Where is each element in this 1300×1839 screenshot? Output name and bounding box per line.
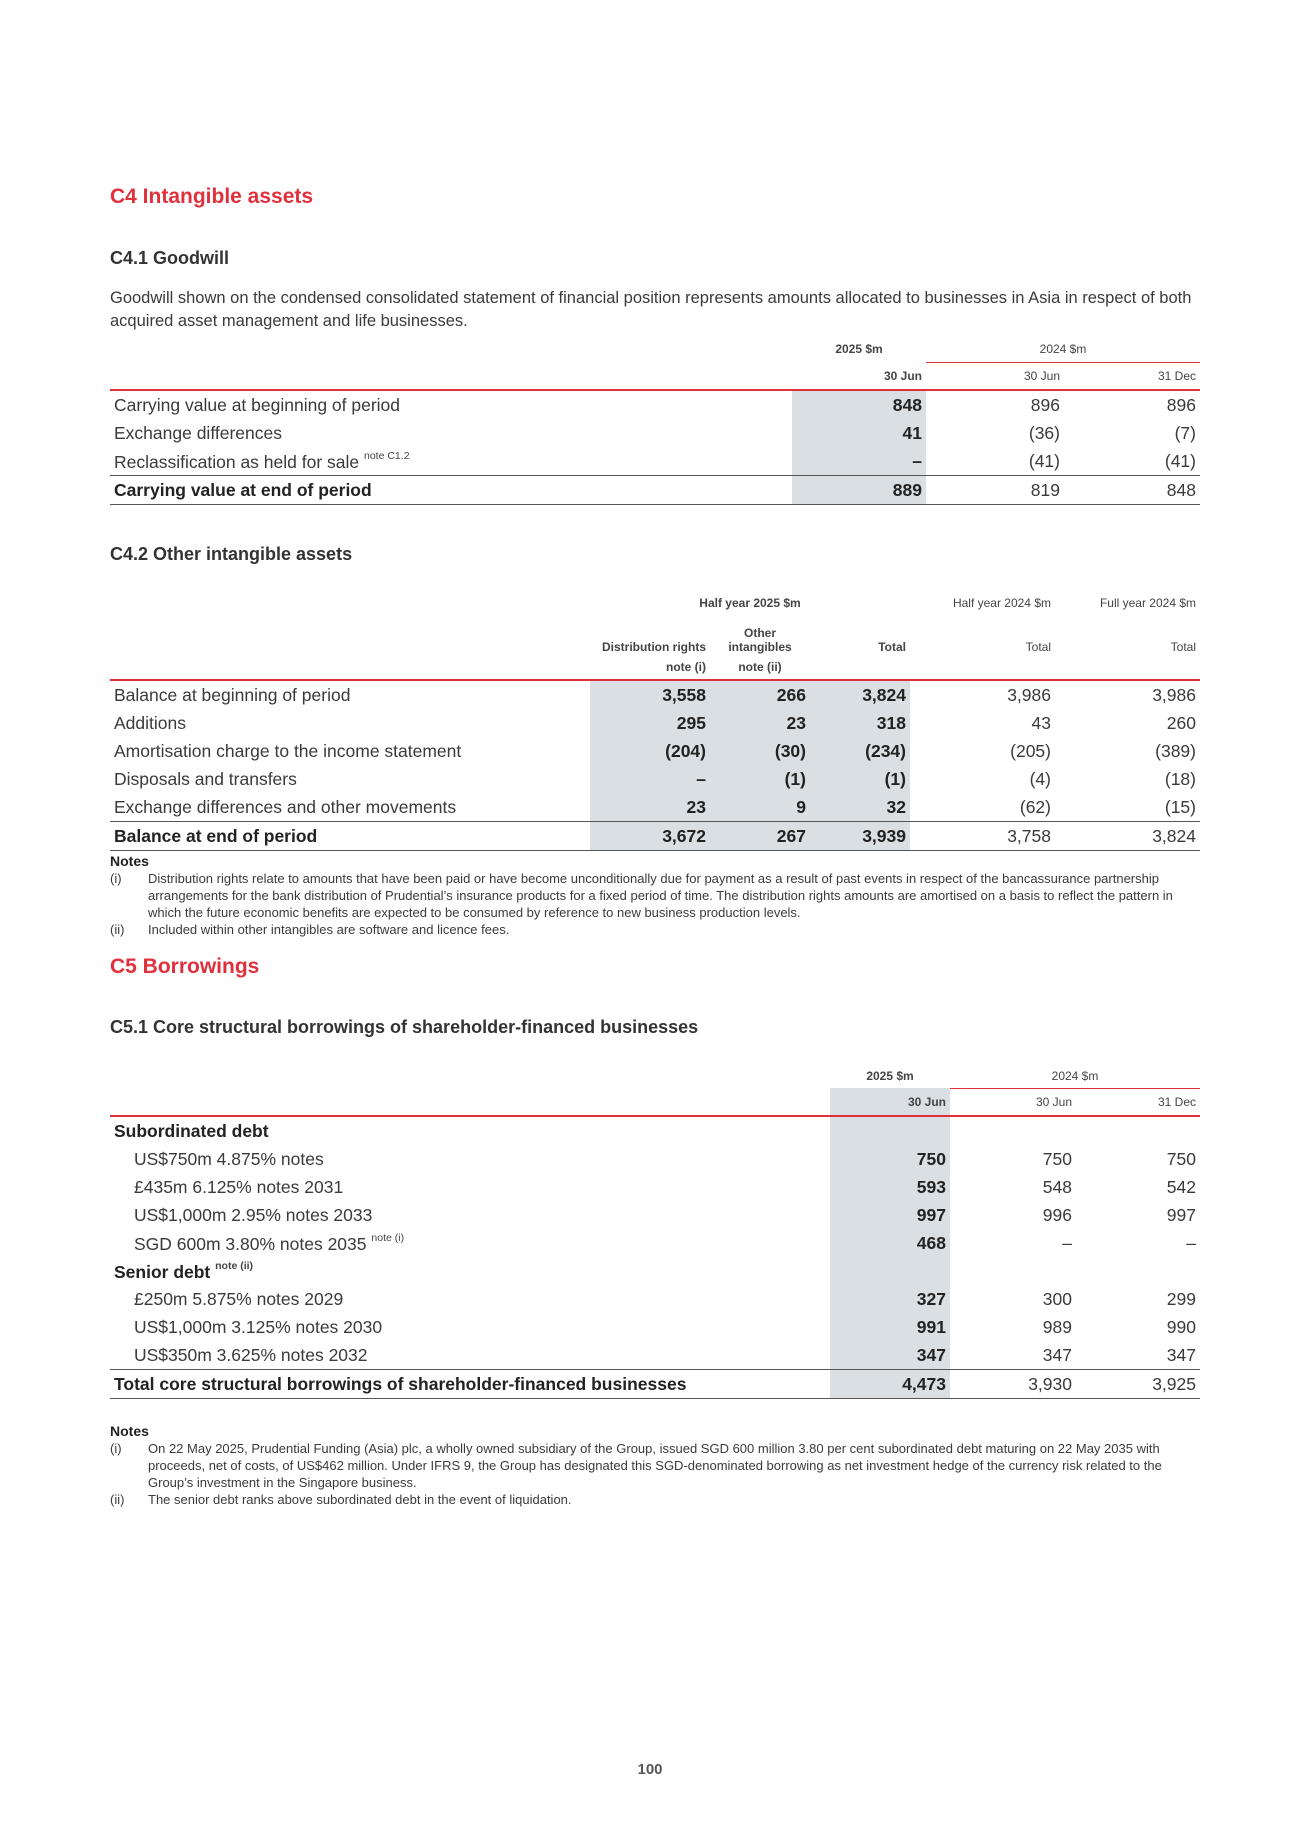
col-other-intangibles — [710, 614, 810, 654]
row-label: Balance at end of period — [110, 822, 590, 851]
cell-value: 295 — [590, 709, 710, 737]
cell-value: 989 — [1042, 1316, 1072, 1337]
row-label: Exchange differences — [114, 422, 282, 443]
cell-value: (234) — [810, 737, 910, 765]
borrowings-table — [110, 1064, 1200, 1399]
other-intangibles-notes — [110, 853, 1200, 938]
cell-value: (30) — [710, 737, 810, 765]
table-row — [110, 1145, 1200, 1173]
note-ref-other: note (ii) — [738, 659, 782, 674]
group-row — [110, 1257, 1200, 1285]
cell-value: (1) — [710, 765, 810, 793]
table-row — [110, 765, 1200, 793]
cell-value: (389) — [1155, 740, 1196, 761]
cell-value: 889 — [792, 476, 926, 505]
cell-value: 997 — [1166, 1204, 1196, 1225]
cell-value: 41 — [792, 419, 926, 447]
page-number: 100 — [637, 1761, 663, 1778]
cell-value: 848 — [792, 390, 926, 419]
cell-value: (18) — [1164, 768, 1196, 789]
row-label: Total core structural borrowings of shareholder-financed businesses — [110, 1370, 830, 1399]
col-other-line2: intangibles — [728, 640, 792, 654]
cell-value: 3,824 — [1055, 822, 1200, 851]
cell-value: 848 — [1064, 476, 1200, 505]
table-row — [110, 419, 1200, 447]
other-hdr-h2024: Half year 2024 $m — [952, 596, 1051, 610]
note-text: Distribution rights relate to amounts that have been paid or have become unconditionally due for payment as a result of past events in respect of the bancassurance partnership arrangements for the bank distribution of Prudential’s insurance products for a fixed period of time. The distribution rights amounts are amortised on a basis to reflect the pattern in which the future economic benefits are expected to be consumed by reference to new business production levels. — [148, 871, 1173, 920]
cell-value: 896 — [1064, 390, 1200, 419]
cell-value: 260 — [1166, 712, 1196, 733]
table-row — [110, 1229, 1200, 1257]
cell-value: (62) — [1019, 796, 1051, 817]
table-row — [110, 1285, 1200, 1313]
cell-value: (4) — [1029, 768, 1051, 789]
cell-value: 9 — [710, 793, 810, 822]
table-row — [110, 1201, 1200, 1229]
other-hdr-f2024: Full year 2024 $m — [1099, 596, 1196, 610]
other-intangibles-table — [110, 592, 1200, 851]
cell-value: (7) — [1174, 422, 1196, 443]
table-row — [110, 1313, 1200, 1341]
cell-value: 542 — [1166, 1176, 1196, 1197]
cell-value: 23 — [590, 793, 710, 822]
cell-value: 347 — [830, 1341, 950, 1370]
col-other-line1: Other — [743, 626, 776, 640]
cell-value: 299 — [1166, 1288, 1196, 1309]
cell-value: 750 — [1166, 1148, 1196, 1169]
section-title-c4: C4 Intangible assets — [110, 185, 314, 208]
cell-value: – — [1186, 1232, 1196, 1253]
col-total-f2024: Total — [1170, 640, 1196, 654]
cell-value: (15) — [1164, 796, 1196, 817]
cell-value: 43 — [1031, 712, 1051, 733]
borrow-hdr-2024: 2024 $m — [950, 1064, 1200, 1088]
group-label: Subordinated debt — [110, 1116, 830, 1145]
cell-value: 23 — [710, 709, 810, 737]
cell-value: 593 — [830, 1173, 950, 1201]
cell-value: 3,672 — [590, 822, 710, 851]
cell-value: 750 — [1042, 1148, 1072, 1169]
cell-value: 266 — [710, 680, 810, 709]
cell-value: (204) — [590, 737, 710, 765]
total-row — [110, 822, 1200, 851]
cell-value: 300 — [1042, 1288, 1072, 1309]
borrow-col-31dec-2024: 31 Dec — [1157, 1094, 1196, 1109]
cell-value: (1) — [810, 765, 910, 793]
cell-value: 750 — [830, 1145, 950, 1173]
goodwill-table — [110, 336, 1200, 505]
cell-value: 990 — [1166, 1316, 1196, 1337]
total-row — [110, 1370, 1200, 1399]
goodwill-col-30jun-2025: 30 Jun — [883, 368, 922, 383]
table-row — [110, 680, 1200, 709]
row-label: £435m 6.125% notes 2031 — [134, 1176, 344, 1197]
cell-value: 347 — [1042, 1344, 1072, 1365]
cell-value: 3,930 — [950, 1370, 1076, 1399]
notes-title: Notes — [110, 853, 149, 869]
row-label: Balance at beginning of period — [110, 680, 590, 709]
col-total-h2024: Total — [1025, 640, 1051, 654]
note-item — [110, 1491, 1200, 1508]
table-row — [110, 1341, 1200, 1370]
borrow-col-30jun-2025: 30 Jun — [830, 1088, 950, 1116]
row-label: Exchange differences and other movements — [114, 796, 457, 817]
goodwill-hdr-2024: 2024 $m — [926, 336, 1200, 362]
other-intangibles-title: C4.2 Other intangible assets — [110, 544, 353, 564]
note-label: (i) — [110, 871, 122, 886]
cell-value: 3,758 — [910, 822, 1055, 851]
cell-value: 3,925 — [1076, 1370, 1200, 1399]
cell-value: 3,986 — [1055, 680, 1200, 709]
cell-value: – — [1062, 1232, 1072, 1253]
goodwill-text: Goodwill shown on the condensed consolidated statement of financial position represents amounts allocated to businesses in Asia in respect of both acquired asset management and life businesses. — [110, 289, 1192, 330]
borrowings-title: C5.1 Core structural borrowings of shareholder-financed businesses — [110, 1017, 699, 1037]
cell-value: 347 — [1166, 1344, 1196, 1365]
row-label: Additions — [114, 712, 186, 733]
row-label: Reclassification as held for sale — [114, 451, 360, 472]
cell-value: 3,939 — [810, 822, 910, 851]
group-label: Senior debt — [114, 1261, 211, 1282]
note-label: (i) — [110, 1441, 122, 1456]
row-label: US$1,000m 2.95% notes 2033 — [134, 1204, 373, 1225]
cell-value: (36) — [1028, 422, 1060, 443]
cell-value: 896 — [926, 390, 1064, 419]
row-label: US$350m 3.625% notes 2032 — [134, 1344, 368, 1365]
cell-value: 819 — [926, 476, 1064, 505]
row-label: £250m 5.875% notes 2029 — [134, 1288, 344, 1309]
borrow-col-30jun-2024: 30 Jun — [1035, 1094, 1072, 1109]
note-text: Included within other intangibles are software and licence fees. — [148, 922, 510, 937]
row-label: Carrying value at beginning of period — [114, 394, 401, 415]
borrow-hdr-2025: 2025 $m — [866, 1069, 914, 1083]
cell-value: 327 — [830, 1285, 950, 1313]
cell-value: (205) — [1010, 740, 1051, 761]
note-reference: note (i) — [371, 1231, 405, 1244]
cell-value: 3,558 — [590, 680, 710, 709]
total-row — [110, 476, 1200, 505]
col-total: Total — [878, 640, 906, 654]
note-text: On 22 May 2025, Prudential Funding (Asia) plc, a wholly owned subsidiary of the Group, issued SGD 600 million 3.80 per cent subordinated debt maturing on 22 May 2035 with proceeds, net of costs, of US$462 million. Under IFRS 9, the Group has designated this SGD-denominated borrowing as net investment hedge of the currency risk related to the Group’s investment in the Singapore business. — [148, 1441, 1162, 1490]
cell-value: – — [590, 765, 710, 793]
note-reference: note C1.2 — [364, 449, 410, 462]
section-title-c5: C5 Borrowings — [110, 955, 260, 978]
table-row — [110, 390, 1200, 419]
note-text: The senior debt ranks above subordinated debt in the event of liquidation. — [148, 1492, 572, 1507]
row-label: SGD 600m 3.80% notes 2035 — [134, 1233, 367, 1254]
cell-value: 267 — [710, 822, 810, 851]
cell-value: 991 — [830, 1313, 950, 1341]
cell-value: 4,473 — [830, 1370, 950, 1399]
note-label: (ii) — [110, 922, 125, 937]
cell-value: (41) — [1164, 450, 1196, 471]
cell-value: 468 — [830, 1229, 950, 1257]
table-row — [110, 1173, 1200, 1201]
row-label: Carrying value at end of period — [110, 476, 792, 505]
table-row — [110, 447, 1200, 476]
col-distribution-rights: Distribution rights — [602, 640, 706, 654]
goodwill-title: C4.1 Goodwill — [110, 248, 230, 268]
row-label: Amortisation charge to the income statement — [114, 740, 462, 761]
goodwill-hdr-2025: 2025 $m — [835, 342, 883, 356]
note-item — [110, 1440, 1200, 1491]
table-row — [110, 709, 1200, 737]
note-item — [110, 870, 1200, 921]
borrowings-notes — [110, 1423, 1200, 1508]
row-label: US$750m 4.875% notes — [134, 1148, 324, 1169]
cell-value: – — [792, 447, 926, 476]
note-reference: note (ii) — [215, 1259, 254, 1272]
goodwill-col-31dec-2024: 31 Dec — [1157, 368, 1196, 383]
group-row — [110, 1116, 1200, 1145]
table-row — [110, 793, 1200, 822]
goodwill-col-30jun-2024: 30 Jun — [1023, 368, 1060, 383]
cell-value: (41) — [1028, 450, 1060, 471]
table-row — [110, 737, 1200, 765]
cell-value: 3,824 — [810, 680, 910, 709]
note-item — [110, 921, 1200, 938]
cell-value: 548 — [1042, 1176, 1072, 1197]
note-ref-dist: note (i) — [666, 659, 706, 674]
cell-value: 997 — [830, 1201, 950, 1229]
notes-title: Notes — [110, 1423, 149, 1439]
row-label: Disposals and transfers — [114, 768, 297, 789]
cell-value: 3,986 — [910, 680, 1055, 709]
row-label: US$1,000m 3.125% notes 2030 — [134, 1316, 383, 1337]
note-label: (ii) — [110, 1492, 125, 1507]
cell-value: 32 — [810, 793, 910, 822]
other-hdr-h2025: Half year 2025 $m — [699, 596, 801, 610]
cell-value: 318 — [810, 709, 910, 737]
cell-value: 996 — [1042, 1204, 1072, 1225]
